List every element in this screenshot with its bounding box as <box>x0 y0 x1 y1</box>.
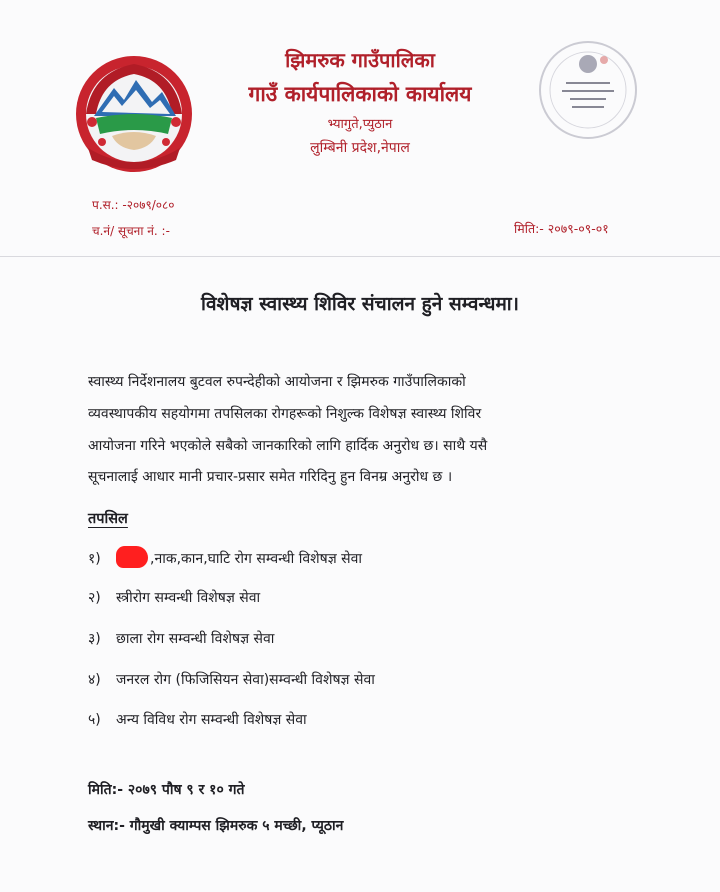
office-name: गाउँ कार्यपालिकाको कार्यालय <box>248 82 472 106</box>
list-heading: तपसिल <box>88 511 128 527</box>
list-item-number: ४) <box>88 672 101 688</box>
body-line: आयोजना गरिने भएकोले सबैको जानकारिको लागि हार्दिक अनुरोध छ। साथै यसै <box>88 438 488 454</box>
body-line: सूचनालाई आधार मानी प्रचार-प्रसार समेत गरिदिनु हुन विनम्र अनुरोध छ । <box>88 469 453 485</box>
list-item-text: छाला रोग सम्वन्धी विशेषज्ञ सेवा <box>116 631 275 647</box>
list-item-text: स्त्रीरोग सम्वन्धी विशेषज्ञ सेवा <box>116 590 261 606</box>
list-item-text: ,नाक,कान,घाटि रोग सम्वन्धी विशेषज्ञ सेवा <box>150 551 363 567</box>
list-item-number: ५) <box>88 712 101 728</box>
municipality-name: झिमरुक गाउँपालिका <box>285 48 435 72</box>
list-item-number: १) <box>88 551 101 567</box>
list-item <box>88 546 362 568</box>
list-item <box>88 710 307 729</box>
list-item-text: अन्य विविध रोग सम्वन्धी विशेषज्ञ सेवा <box>116 712 307 728</box>
province-name: लुम्बिनी प्रदेश,नेपाल <box>310 140 410 156</box>
list-item-text: जनरल रोग (फिजिसियन सेवा)सम्वन्धी विशेषज्ञ सेवा <box>116 672 375 688</box>
nepal-emblem-icon <box>72 52 196 176</box>
body-line: स्वास्थ्य निर्देशनालय बुटवल रुपन्देहीको आयोजना र झिमरुक गाउँपालिकाको <box>88 374 466 390</box>
list-item-number: ३) <box>88 631 101 647</box>
list-item <box>88 670 375 689</box>
camp-date: मिति:- २०७९ पौष ९ र १० गते <box>88 782 245 798</box>
list-item <box>88 629 274 648</box>
issue-date: मिति:- २०७९-०९-०१ <box>514 221 609 236</box>
body-line: व्यवस्थापकीय सहयोगमा तपसिलका रोगहरूको निशुल्क विशेषज्ञ स्वास्थ्य शिविर <box>88 406 482 422</box>
list-item-number: २) <box>88 590 101 606</box>
list-item <box>88 588 260 607</box>
office-location: भ्यागुते,प्युठान <box>327 117 393 132</box>
camp-venue: स्थान:- गौमुखी क्याम्पस झिमरुक ५ मच्छी, प्यूठान <box>88 818 344 834</box>
redaction-mark <box>116 546 148 568</box>
letter-number: प.स.: -२०७९/०८० <box>92 198 175 212</box>
notice-subject: विशेषज्ञ स्वास्थ्य शिविर संचालन हुने सम्वन्धमा। <box>201 293 519 315</box>
office-seal-stamp-icon <box>536 38 640 142</box>
header-divider <box>0 256 720 257</box>
dispatch-number: च.नं/ सूचना नं. :- <box>92 224 170 238</box>
